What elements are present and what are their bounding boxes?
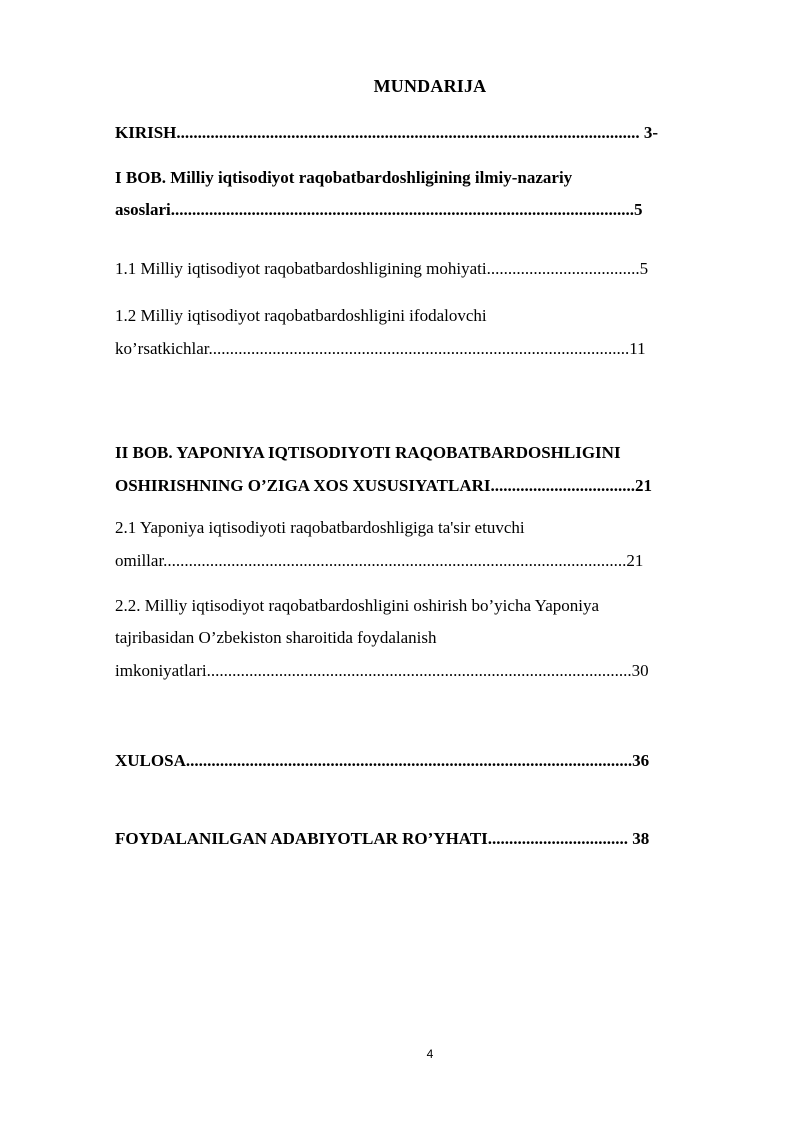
toc-entry-bob2-line1: II BOB. YAPONIYA IQTISODIYOTI RAQOBATBARDOSHLIGINI bbox=[115, 443, 621, 462]
toc-entry-1-2-line1: 1.2 Milliy iqtisodiyot raqobatbardoshligini ifodalovchi bbox=[115, 306, 487, 325]
toc-entry-1-2-line2: ko’rsatkichlar...................................................................................................11 bbox=[115, 339, 646, 358]
toc-entry-2-2-line1: 2.2. Milliy iqtisodiyot raqobatbardoshligini oshirish bo’yicha Yaponiya bbox=[115, 596, 600, 615]
toc-entry-kirish: KIRISH............................................................................................................. 3- bbox=[115, 123, 659, 142]
toc-entry-2-2-line3: imkoniyatlari....................................................................................................30 bbox=[115, 661, 649, 680]
toc-title: MUNDARIJA bbox=[373, 76, 487, 96]
toc-entry-2-2-line2: tajribasidan O’zbekiston sharoitida foydalanish bbox=[115, 628, 437, 647]
page-number: 4 bbox=[426, 1047, 434, 1061]
toc-entry-xulosa: XULOSA.........................................................................................................36 bbox=[115, 751, 650, 770]
toc-entry-2-1-line1: 2.1 Yaponiya iqtisodiyoti raqobatbardoshligiga ta'sir etuvchi bbox=[115, 518, 525, 537]
toc-entry-2-1-line2: omillar.............................................................................................................21 bbox=[115, 551, 644, 570]
toc-entry-bob1-line2: asoslari.............................................................................................................5 bbox=[115, 200, 643, 219]
toc-entry-bob1-line1: I BOB. Milliy iqtisodiyot raqobatbardoshligining ilmiy-nazariy bbox=[115, 168, 573, 187]
toc-entry-adabiyotlar: FOYDALANILGAN ADABIYOTLAR RO’YHATI................................. 38 bbox=[115, 829, 650, 848]
toc-entry-1-1: 1.1 Milliy iqtisodiyot raqobatbardoshligining mohiyati....................................5 bbox=[115, 259, 649, 278]
toc-entry-bob2-line2: OSHIRISHNING O’ZIGA XOS XUSUSIYATLARI..................................21 bbox=[115, 476, 653, 495]
